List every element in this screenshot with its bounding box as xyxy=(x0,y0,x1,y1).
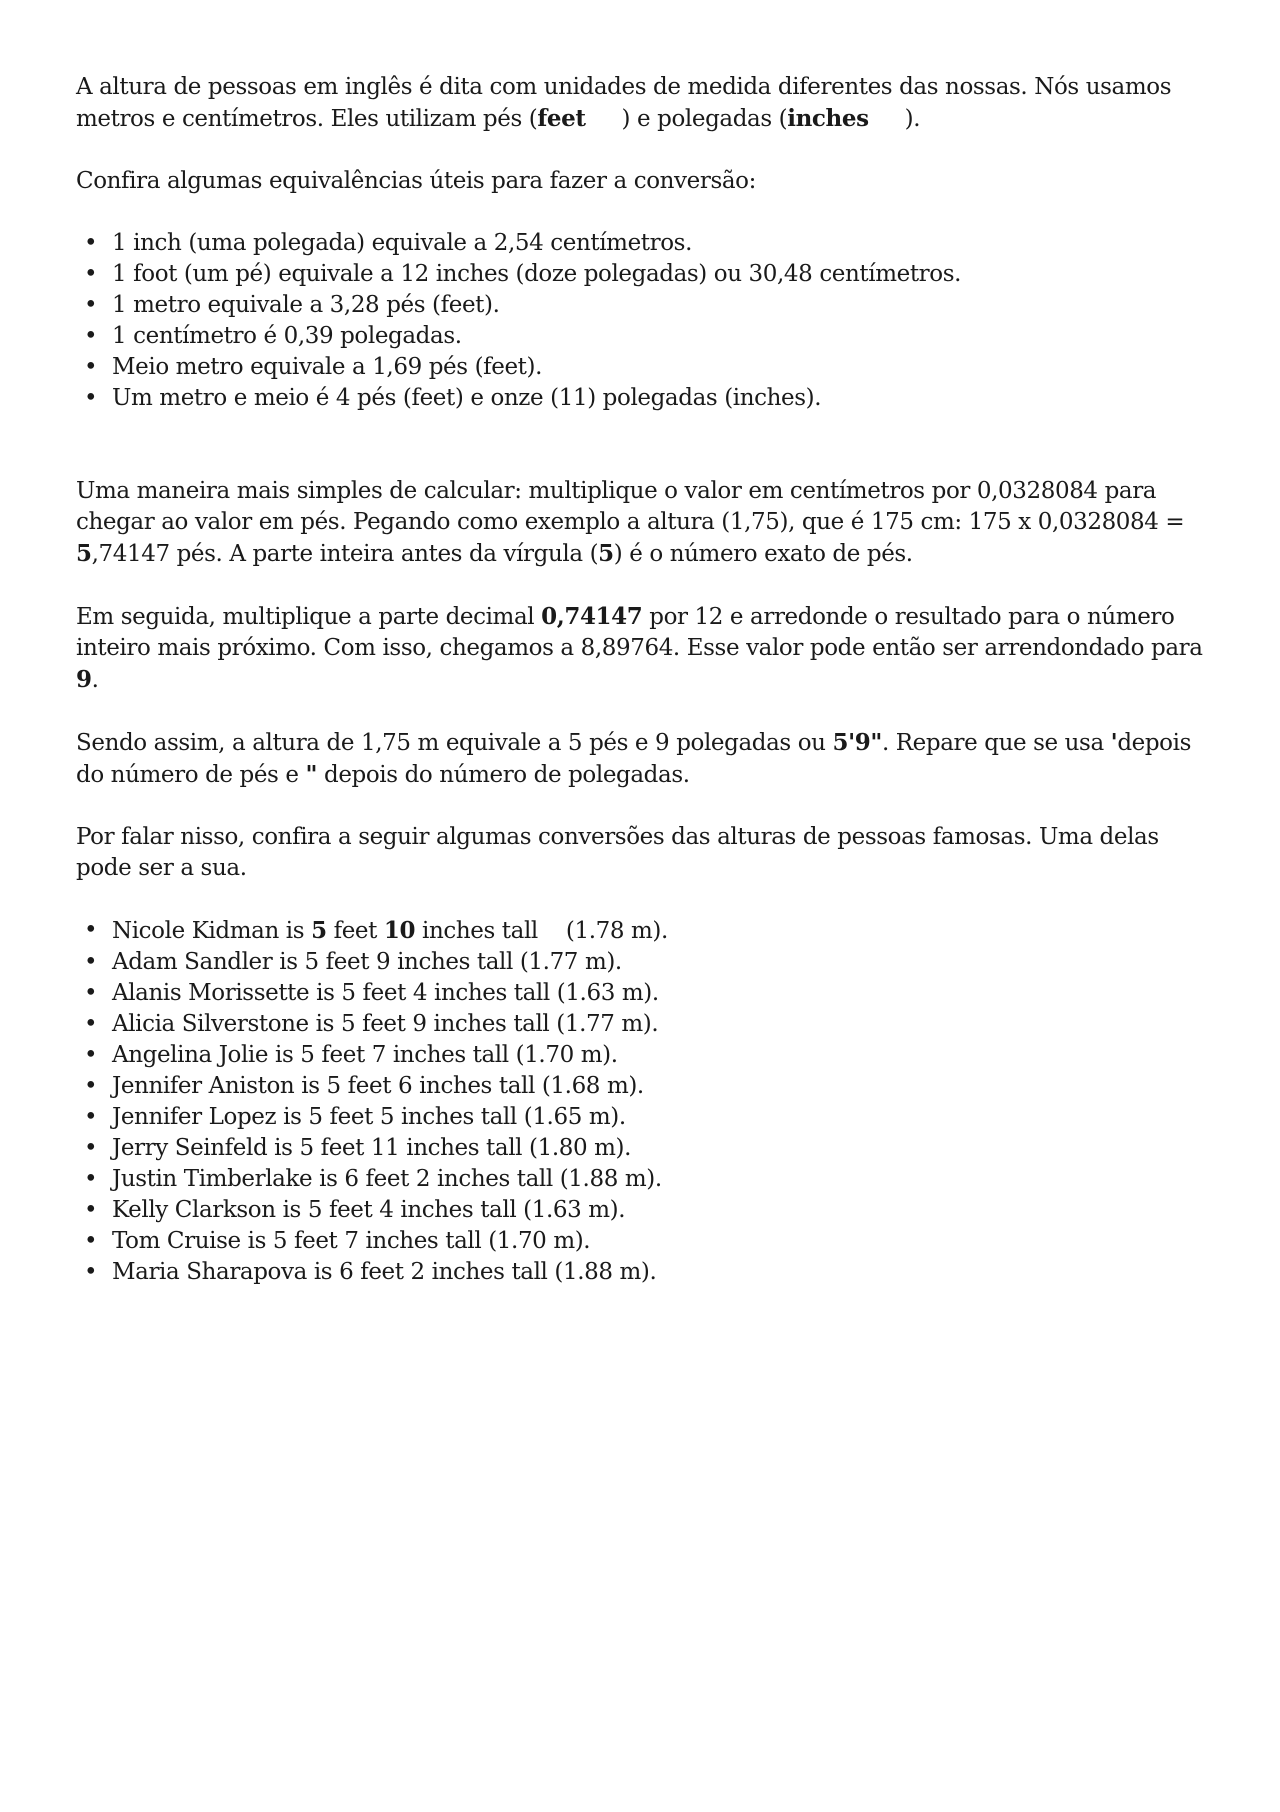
method-text-3: ) é o número exato de pés. xyxy=(613,541,913,567)
list-item: • Jennifer Lopez is 5 feet 5 inches tall (1.65 m). xyxy=(76,1102,1216,1133)
list-item: • Kelly Clarkson is 5 feet 4 inches tall (1.63 m). xyxy=(76,1195,1216,1226)
decimal-bold-2: 9 xyxy=(76,666,92,693)
result-text-1: Sendo assim, a altura de 1,75 m equivale a 5 pés e 9 polegadas ou xyxy=(76,730,833,756)
intro-text-3: ). xyxy=(904,106,921,132)
list-item: • Um metro e meio é 4 pés (feet) e onze (11) polegadas (inches). xyxy=(76,383,1216,414)
famous-first-inches: 10 xyxy=(383,917,416,944)
list-item: • Tom Cruise is 5 feet 7 inches tall (1.70 m). xyxy=(76,1226,1216,1257)
famous-intro: Por falar nisso, confira a seguir algumas conversões das alturas de pessoas famosas. Uma delas pode ser a sua. xyxy=(76,824,1159,881)
list-item: • Adam Sandler is 5 feet 9 inches tall (1.77 m). xyxy=(76,947,1216,978)
feet-term: feet xyxy=(537,105,586,132)
list-item: • Angelina Jolie is 5 feet 7 inches tall (1.70 m). xyxy=(76,1040,1216,1071)
result-bold-1: 5'9" xyxy=(832,729,882,756)
intro-text-1: A altura de pessoas em inglês é dita com unidades de medida diferentes das nossas. Nós usamos metros e centímetros. Eles utilizam pés ( xyxy=(76,74,1172,132)
method-text-2: ,74147 pés. A parte inteira antes da vírgula ( xyxy=(91,541,599,567)
spacer xyxy=(76,445,1216,476)
intro-text-2: ) e polegadas ( xyxy=(621,106,788,132)
result-bold-2: ' xyxy=(1110,729,1118,756)
list-item xyxy=(76,915,1216,947)
result-text-4: depois do número de polegadas. xyxy=(317,762,690,788)
decimal-bold-1: 0,74147 xyxy=(541,603,643,630)
list-item: • Jennifer Aniston is 5 feet 6 inches tall (1.68 m). xyxy=(76,1071,1216,1102)
decimal-text-3: . xyxy=(91,667,99,693)
list-item: • 1 inch (uma polegada) equivale a 2,54 centímetros. xyxy=(76,228,1216,259)
famous-first-mid: feet xyxy=(326,918,384,944)
method-bold-2: 5 xyxy=(598,540,614,567)
list-item: • Maria Sharapova is 6 feet 2 inches tall (1.88 m). xyxy=(76,1257,1216,1288)
famous-first-post: inches tall xyxy=(415,918,538,944)
list-item: • Alanis Morissette is 5 feet 4 inches tall (1.63 m). xyxy=(76,978,1216,1009)
equivalences-intro: Confira algumas equivalências úteis para fazer a conversão: xyxy=(76,168,756,194)
result-bold-3: " xyxy=(305,761,318,788)
list-item: • Alicia Silverstone is 5 feet 9 inches tall (1.77 m). xyxy=(76,1009,1216,1040)
famous-first-name: Nicole Kidman is xyxy=(112,918,312,944)
decimal-paragraph xyxy=(76,601,1216,696)
intro-paragraph xyxy=(76,72,1216,135)
decimal-text-1: Em seguida, multiplique a parte decimal xyxy=(76,604,542,630)
result-paragraph xyxy=(76,727,1216,791)
method-paragraph xyxy=(76,476,1216,570)
list-item: • Meio metro equivale a 1,69 pés (feet). xyxy=(76,352,1216,383)
result-text-2: . Repare que se usa xyxy=(881,730,1111,756)
method-bold-1: 5 xyxy=(76,540,92,567)
famous-first-metric: (1.78 m). xyxy=(565,918,668,944)
inches-term: inches xyxy=(787,105,869,132)
decimal-text-2: por 12 e arredonde o resultado para o número inteiro mais próximo. Com isso, chegamos a 8,89764. Esse valor pode então ser arrendondado para xyxy=(76,604,1203,661)
famous-first-feet: 5 xyxy=(311,917,327,944)
famous-heights-list xyxy=(76,915,1216,1288)
result-text-3: depois do número de pés e xyxy=(76,730,1191,788)
method-text-1: Uma maneira mais simples de calcular: multiplique o valor em centímetros por 0,0328084 para chegar ao valor em pés. Pegando como exemplo a altura (1,75), que é 175 cm: 175 x 0,0328084 = xyxy=(76,478,1185,535)
list-item: • Jerry Seinfeld is 5 feet 11 inches tall (1.80 m). xyxy=(76,1133,1216,1164)
list-item: • 1 centímetro é 0,39 polegadas. xyxy=(76,321,1216,352)
list-item: • 1 metro equivale a 3,28 pés (feet). xyxy=(76,290,1216,321)
equivalences-list xyxy=(76,228,1216,414)
document-page xyxy=(76,72,1216,1319)
list-item: • 1 foot (um pé) equivale a 12 inches (doze polegadas) ou 30,48 centímetros. xyxy=(76,259,1216,290)
list-item: • Justin Timberlake is 6 feet 2 inches tall (1.88 m). xyxy=(76,1164,1216,1195)
